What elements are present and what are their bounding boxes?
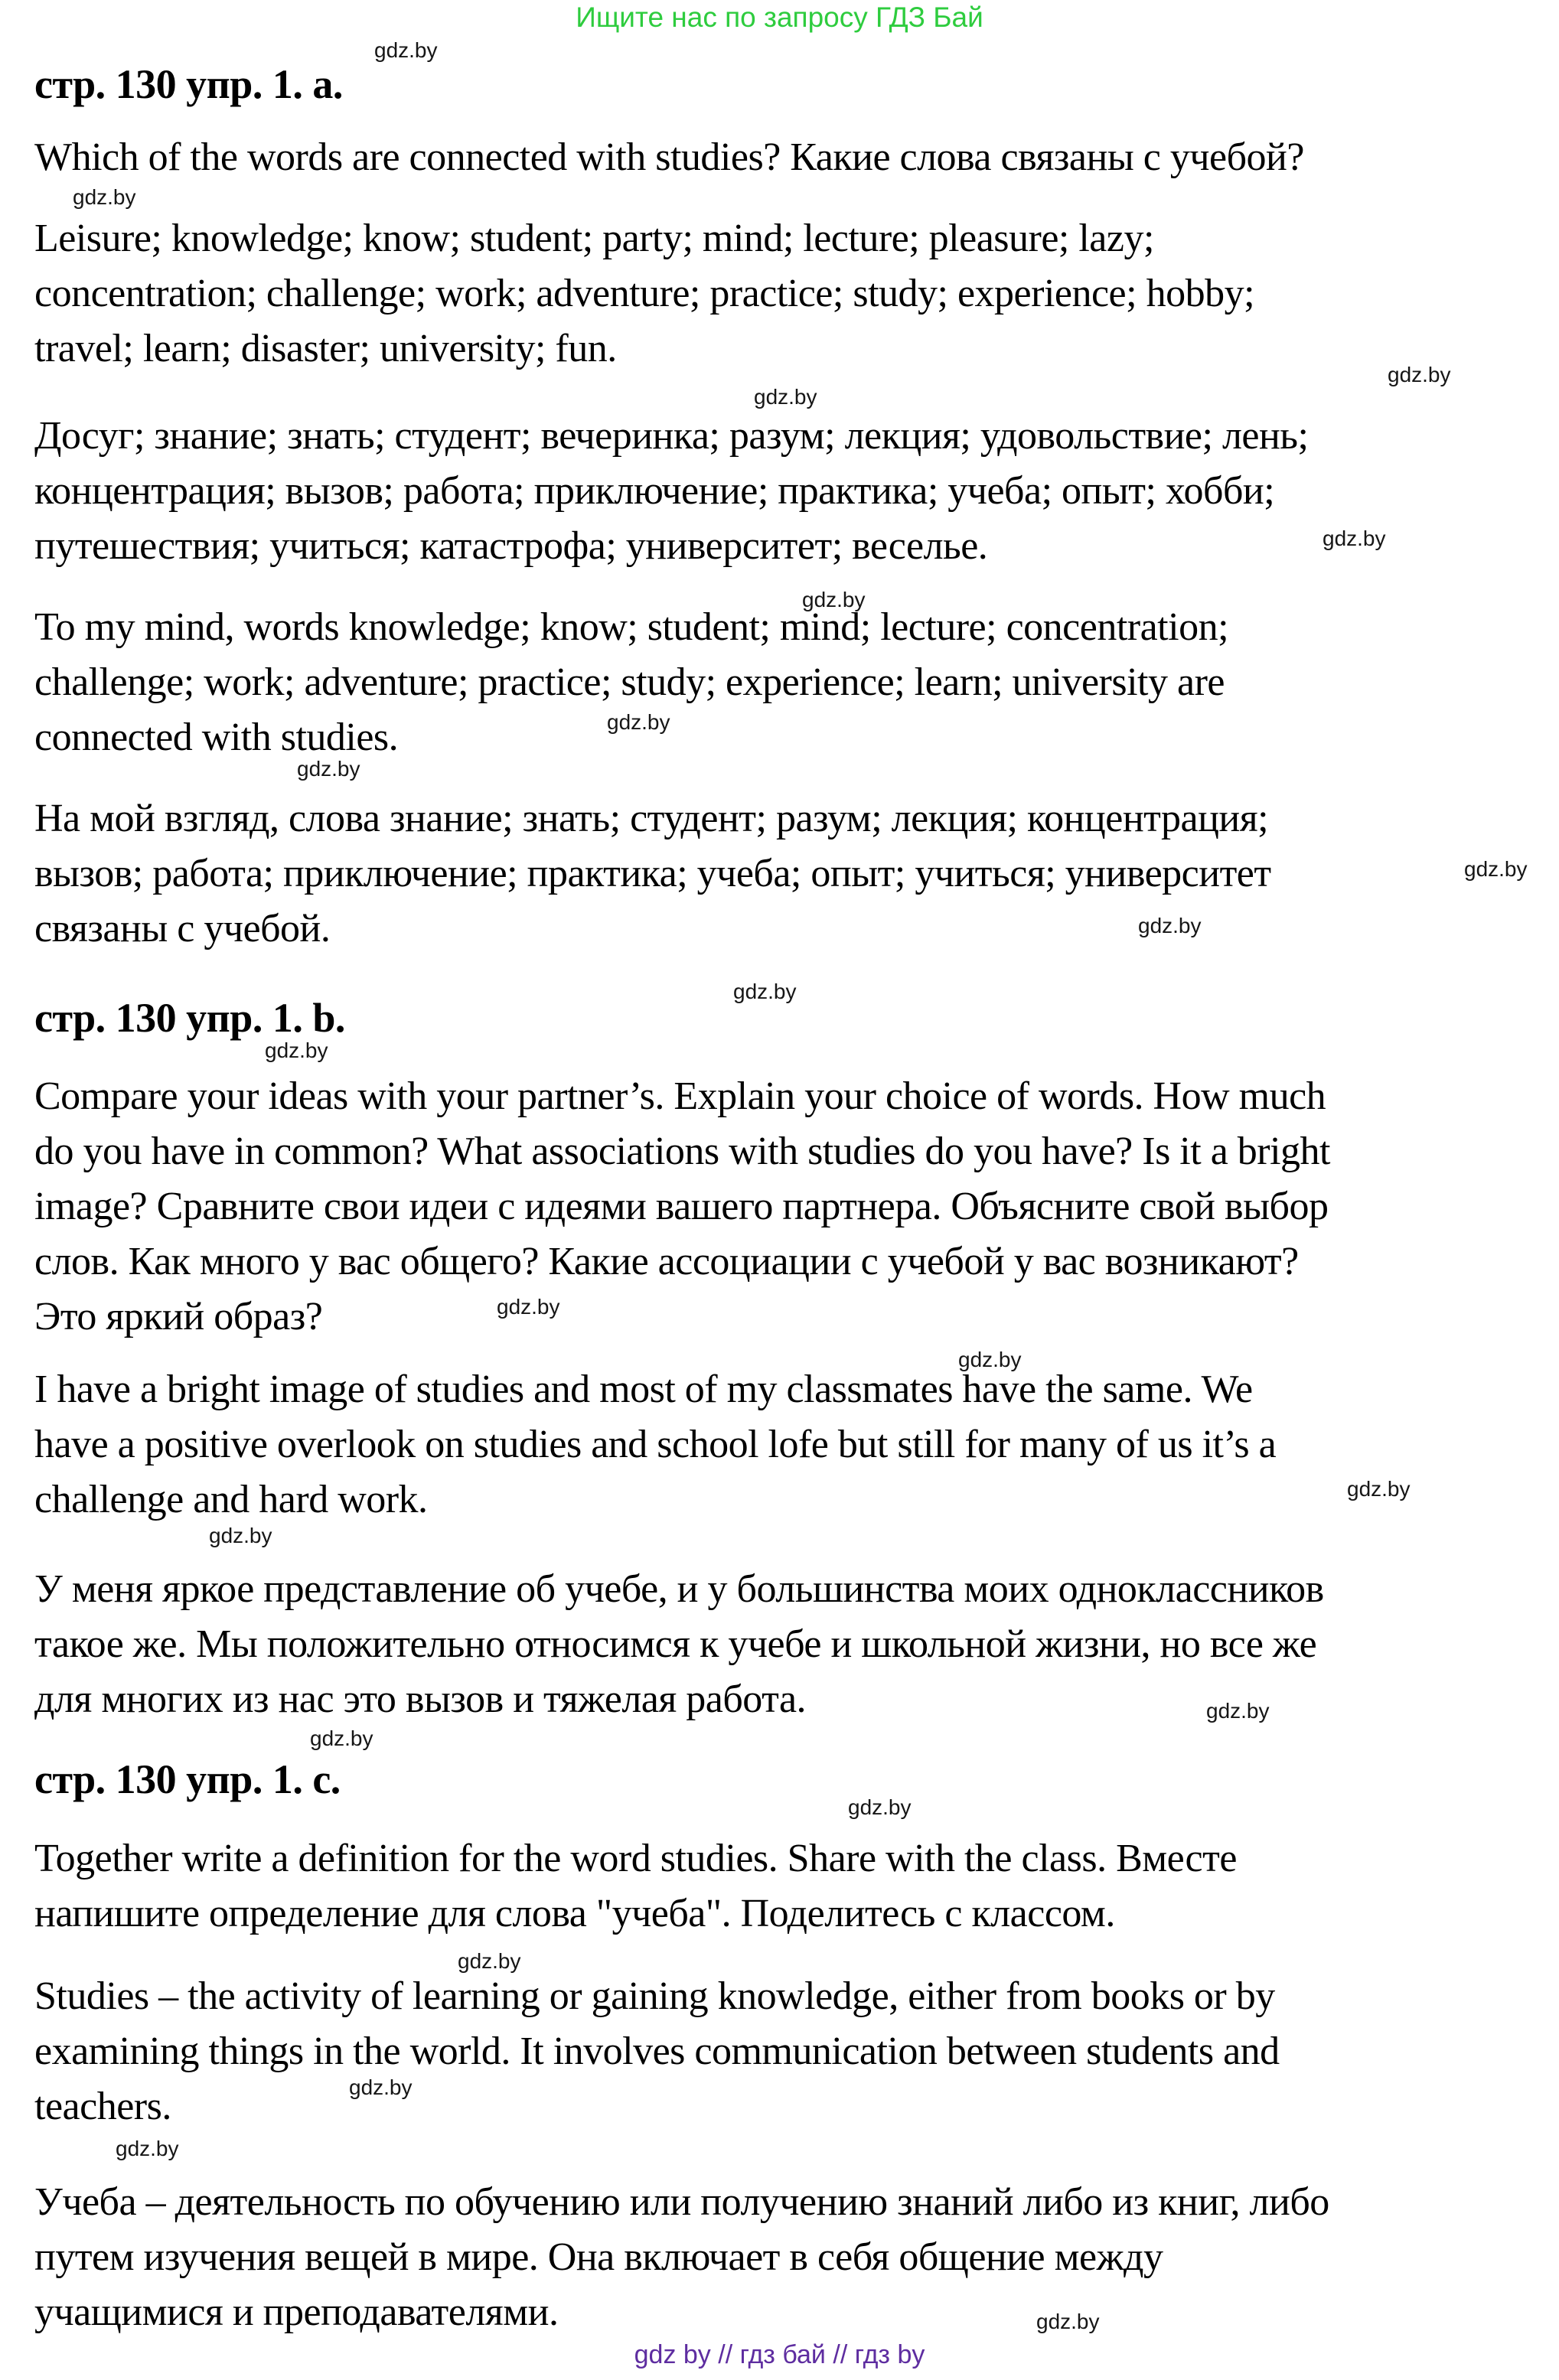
gdz-watermark: gdz.by <box>116 2137 179 2160</box>
answer-paragraph <box>34 1562 1527 1727</box>
gdz-watermark: gdz.by <box>848 1795 912 1819</box>
paragraph-line: Leisure; knowledge; know; student; party; mind; lecture; pleasure; lazy; <box>34 217 1154 260</box>
paragraph-line: Which of the words are connected with studies? Какие слова связаны с учебой? <box>34 135 1304 179</box>
promo-footer-text: gdz by // гдз бай // гдз by <box>634 2340 925 2369</box>
paragraph-line: Together write a definition for the word studies. Share with the class. Вместе <box>34 1837 1237 1880</box>
answer-paragraph <box>34 1069 1527 1345</box>
paragraph-line: image? Сравните свои идеи с идеями вашего партнера. Объясните свой выбор <box>34 1185 1329 1228</box>
paragraph-line: To my mind, words knowledge; know; student; mind; lecture; concentration; <box>34 605 1229 649</box>
gdz-watermark: gdz.by <box>1347 1477 1411 1501</box>
answer-paragraph <box>34 211 1527 377</box>
paragraph-line: Досуг; знание; знать; студент; вечеринка; разум; лекция; удовольствие; лень; <box>34 414 1309 458</box>
gdz-watermark: gdz.by <box>209 1524 272 1547</box>
paragraph-line: connected with studies. <box>34 716 399 759</box>
gdz-watermark: gdz.by <box>310 1726 373 1750</box>
promo-header-text: Ищите нас по запросу ГДЗ Бай <box>576 2 983 33</box>
answer-paragraph <box>34 1831 1527 1941</box>
gdz-watermark: gdz.by <box>802 588 866 611</box>
paragraph-line: I have a bright image of studies and most of my classmates have the same. We <box>34 1368 1253 1411</box>
paragraph-line: учащимися и преподавателями. <box>34 2290 559 2334</box>
gdz-watermark: gdz.by <box>754 385 817 409</box>
paragraph-line: Это яркий образ? <box>34 1295 323 1338</box>
paragraph-line: для многих из нас это вызов и тяжелая работа. <box>34 1677 807 1721</box>
gdz-watermark: gdz.by <box>1206 1699 1270 1723</box>
gdz-watermark: gdz.by <box>1036 2310 1100 2333</box>
gdz-watermark: gdz.by <box>607 710 670 734</box>
gdz-watermark: gdz.by <box>1388 363 1451 386</box>
paragraph-line: Учеба – деятельность по обучению или получению знаний либо из книг, либо <box>34 2180 1329 2224</box>
paragraph-line: do you have in common? What associations with studies do you have? Is it a bright <box>34 1130 1330 1173</box>
gdz-watermark: gdz.by <box>374 38 438 62</box>
paragraph-line: challenge; work; adventure; practice; study; experience; learn; university are <box>34 660 1225 704</box>
paragraph-line: путем изучения вещей в мире. Она включает в себя общение между <box>34 2235 1163 2279</box>
paragraph-line: На мой взгляд, слова знание; знать; студент; разум; лекция; концентрация; <box>34 797 1269 840</box>
gdz-watermark: gdz.by <box>73 185 136 209</box>
answer-paragraph <box>34 1969 1527 2134</box>
paragraph-line: связаны с учебой. <box>34 907 331 950</box>
answer-paragraph <box>34 2175 1527 2340</box>
paragraph-line: слов. Как много у вас общего? Какие ассоциации с учебой у вас возникают? <box>34 1240 1299 1283</box>
paragraph-line: teachers. <box>34 2085 171 2128</box>
paragraph-line: have a positive overlook on studies and school lofe but still for many of us it’s a <box>34 1423 1277 1466</box>
paragraph-line: напишите определение для слова "учеба". Поделитесь с классом. <box>34 1892 1115 1935</box>
paragraph-line: challenge and hard work. <box>34 1478 428 1521</box>
exercise-heading-text: стр. 130 упр. 1. b. <box>34 995 345 1041</box>
gdz-watermark: gdz.by <box>265 1038 328 1062</box>
paragraph-line: такое же. Мы положительно относимся к учебе и школьной жизни, но все же <box>34 1622 1317 1666</box>
paragraph-line: concentration; challenge; work; adventure; practice; study; experience; hobby; <box>34 272 1255 315</box>
paragraph-line: Compare your ideas with your partner’s. Explain your choice of words. How much <box>34 1074 1326 1118</box>
gdz-watermark: gdz.by <box>297 757 360 781</box>
gdz-watermark: gdz.by <box>1464 857 1528 881</box>
answer-paragraph <box>34 130 1527 185</box>
paragraph-line: Studies – the activity of learning or gaining knowledge, either from books or by <box>34 1974 1275 2018</box>
exercise-heading <box>34 57 1527 112</box>
gdz-watermark: gdz.by <box>958 1348 1022 1371</box>
gdz-watermark: gdz.by <box>497 1295 560 1319</box>
gdz-watermark: gdz.by <box>349 2075 413 2099</box>
answer-paragraph <box>34 791 1527 957</box>
exercise-heading-text: стр. 130 упр. 1. а. <box>34 61 343 107</box>
gdz-watermark: gdz.by <box>1323 527 1386 550</box>
paragraph-line: вызов; работа; приключение; практика; учеба; опыт; учиться; университет <box>34 852 1271 895</box>
paragraph-line: examining things in the world. It involves communication between students and <box>34 2030 1280 2073</box>
gdz-watermark: gdz.by <box>1138 914 1202 937</box>
paragraph-line: travel; learn; disaster; university; fun. <box>34 327 617 370</box>
answer-paragraph <box>34 1362 1527 1527</box>
paragraph-line: концентрация; вызов; работа; приключение; практика; учеба; опыт; хобби; <box>34 469 1275 513</box>
gdz-watermark: gdz.by <box>733 980 797 1003</box>
paragraph-line: У меня яркое представление об учебе, и у большинства моих одноклассников <box>34 1567 1324 1611</box>
gdz-watermark: gdz.by <box>458 1949 521 1973</box>
answer-paragraph <box>34 600 1527 765</box>
answer-paragraph <box>34 409 1527 574</box>
exercise-heading-text: стр. 130 упр. 1. с. <box>34 1756 341 1802</box>
paragraph-line: путешествия; учиться; катастрофа; университет; веселье. <box>34 524 988 568</box>
exercise-heading <box>34 1752 1527 1807</box>
